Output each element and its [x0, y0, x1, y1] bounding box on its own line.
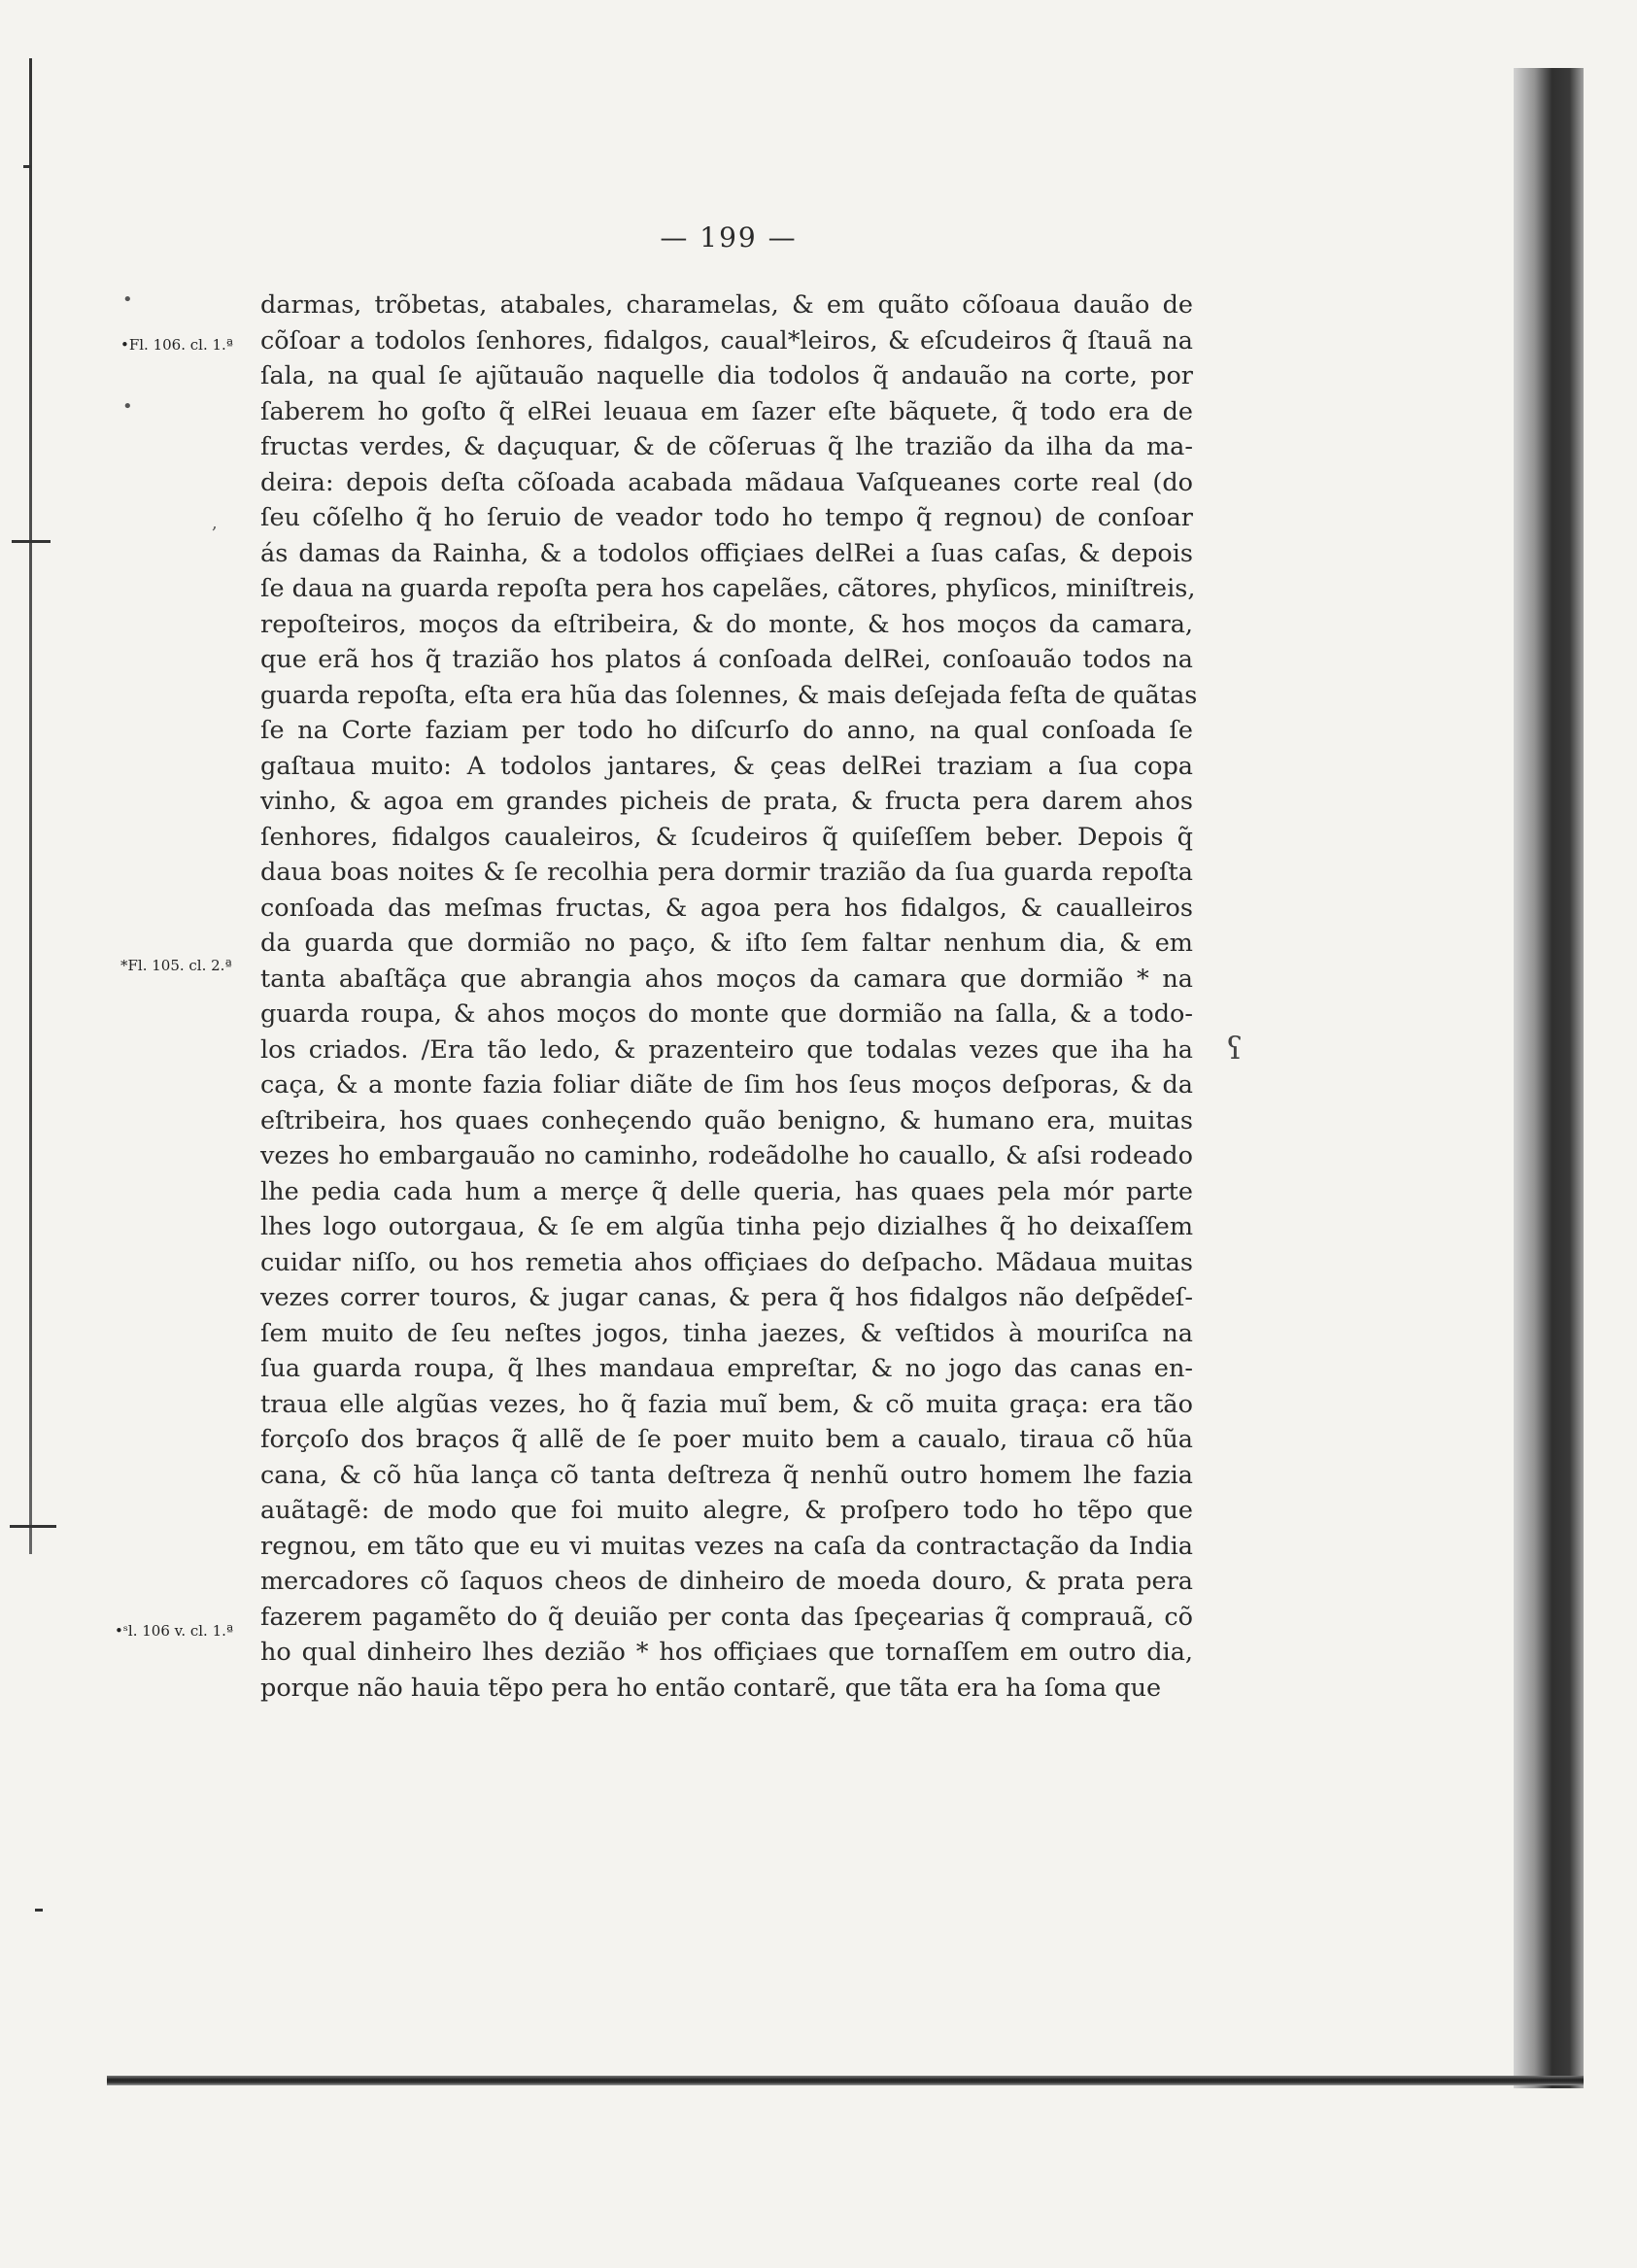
- text-line: guarda roupa, & ahos moços do monte que dormião na ſalla, & a todo-: [260, 999, 1193, 1029]
- text-line: vezes correr touros, & jugar canas, & pera q̃ hos fidalgos não deſpẽdeſ-: [260, 1283, 1193, 1312]
- text-line: daua boas noites & ſe recolhia pera dormir trazião da ſua guarda repoſta: [260, 858, 1193, 887]
- text-line: ho qual dinheiro lhes dezião * hos offiçiaes que tornaſſem em outro dia,: [260, 1638, 1193, 1667]
- margin-note: •ˢl. 106 v. cl. 1.ª: [115, 1622, 234, 1640]
- left-margin-tick: [35, 1909, 43, 1912]
- text-line: deira: depois deſta cõſoada acabada mãdaua Vaſqueanes corte real (do: [260, 467, 1193, 497]
- text-line: vinho, & agoa em grandes picheis de prata, & fructa pera darem ahos: [260, 787, 1193, 816]
- text-line: que erã hos q̃ trazião hos platos á conſoada delRei, conſoauão todos na: [260, 645, 1193, 674]
- margin-dot: •: [122, 396, 133, 417]
- text-line: lhes logo outorgaua, & ſe em algũa tinha pejo dizialhes q̃ ho deixaſſem: [260, 1212, 1193, 1241]
- text-line: repoſteiros, moços da eſtribeira, & do monte, & hos moços da camara,: [260, 609, 1193, 639]
- text-line: caça, & a monte fazia foliar diãte de ſim hos ſeus moços deſporas, & da: [260, 1070, 1193, 1100]
- text-line: eſtribeira, hos quaes conheçendo quão benigno, & humano era, muitas: [260, 1105, 1193, 1135]
- text-line: regnou, em tãto que eu vi muitas vezes na caſa da contractação da India: [260, 1531, 1193, 1561]
- text-line: porque não hauia tẽpo pera ho então contarẽ, que tãta era ha ſoma que: [260, 1673, 1162, 1703]
- text-line: cõſoar a todolos ſenhores, fidalgos, caual*leiros, & eſcudeiros q̃ ſtauã na: [260, 325, 1193, 355]
- text-line: ſenhores, fidalgos caualeiros, & ſcudeiros q̃ quiſeſſem beber. Depois q̃: [260, 822, 1193, 852]
- text-line: ſua guarda roupa, q̃ lhes mandaua empreſtar, & no jogo das canas en-: [260, 1354, 1193, 1383]
- text-line: guarda repoſta, eſta era hũa das ſolennes, & mais deſejada feſta de quãtas: [260, 680, 1198, 710]
- text-line: fazerem pagamẽto do q̃ deuião per conta das ſpeçearias q̃ comprauã, cõ: [260, 1602, 1193, 1632]
- handwritten-mark: ʕ: [1226, 1030, 1244, 1066]
- text-line: fructas verdes, & daçuquar, & de cõſeruas q̃ lhe trazião da ilha da ma-: [260, 432, 1193, 461]
- text-line: auãtagẽ: de modo que foi muito alegre, & proſpero todo ho tẽpo que: [260, 1496, 1193, 1525]
- text-line: ás damas da Rainha, & a todolos offiçiaes delRei a ſuas caſas, & depois: [260, 538, 1193, 568]
- margin-note: *Fl. 105. cl. 2.ª: [120, 957, 232, 974]
- text-line: ſeu cõſelho q̃ ho ſeruio de veador todo ho tempo q̃ regnou) de conſoar: [260, 503, 1193, 532]
- left-margin-tick: [10, 1525, 56, 1528]
- text-line: mercadores cõ ſaquos cheos de dinheiro de moeda douro, & prata pera: [260, 1567, 1193, 1596]
- text-line: conſoada das meſmas fructas, & agoa pera hos fidalgos, & caualleiros: [260, 893, 1193, 923]
- text-line: ſe na Corte faziam per todo ho diſcurſo do anno, na qual conſoada ſe: [260, 716, 1193, 745]
- body-text: [260, 288, 1198, 1706]
- left-margin-tick: [12, 540, 51, 543]
- text-line: cana, & cõ hũa lança cõ tanta deſtreza q̃ nenhũ outro homem lhe fazia: [260, 1460, 1193, 1490]
- text-line: forçoſo dos braços q̃ allẽ de ſe poer muito bem a caualo, tiraua cõ hũa: [260, 1425, 1193, 1454]
- margin-note: •Fl. 106. cl. 1.ª: [120, 336, 233, 354]
- left-binding-rule: [29, 58, 32, 1554]
- margin-dot: •: [122, 289, 133, 310]
- right-binding-shadow: [1514, 68, 1584, 2088]
- text-line: traua elle algũas vezes, ho q̃ fazia muĩ bem, & cõ muita graça: era tão: [260, 1389, 1193, 1419]
- bottom-edge-rule: [107, 2076, 1584, 2085]
- text-line: ſem muito de ſeu neſtes jogos, tinha jaezes, & veſtidos à mouriſca na: [260, 1318, 1193, 1348]
- text-line: tanta abaſtãça que abrangia ahos moços da camara que dormião * na: [260, 964, 1193, 994]
- text-line: ſe daua na guarda repoſta pera hos capelães, cãtores, phyſicos, miniſtreis,: [260, 574, 1196, 603]
- text-line: gaſtaua muito: A todolos jantares, & çeas delRei traziam a ſua copa: [260, 751, 1193, 781]
- text-line: cuidar niſſo, ou hos remetia ahos offiçiaes do deſpacho. Mãdaua muitas: [260, 1247, 1193, 1277]
- text-line: ſaberem ho goſto q̃ elRei leuaua em ſazer eſte bãquete, q̃ todo era de: [260, 396, 1193, 426]
- left-margin-tick: [23, 165, 31, 168]
- text-line: darmas, trõbetas, atabales, charamelas, & em quãto cõſoaua dauão de: [260, 290, 1193, 320]
- text-line: da guarda que dormião no paço, & iſto ſem faltar nenhum dia, & em: [260, 929, 1193, 958]
- text-line: vezes ho embargauão no caminho, rodeãdolhe ho cauallo, & aſsi rodeado: [260, 1141, 1193, 1170]
- text-line: lhe pedia cada hum a merçe q̃ delle queria, has quaes pela mór parte: [260, 1176, 1193, 1206]
- margin-dot: ,: [212, 513, 218, 533]
- text-line: ſala, na qual ſe ajũtauão naquelle dia todolos q̃ andauão na corte, por: [260, 361, 1193, 390]
- text-line: los criados. /Era tão ledo, & prazenteiro que todalas vezes que iha ha: [260, 1034, 1193, 1065]
- page-number: — 199 —: [660, 221, 798, 254]
